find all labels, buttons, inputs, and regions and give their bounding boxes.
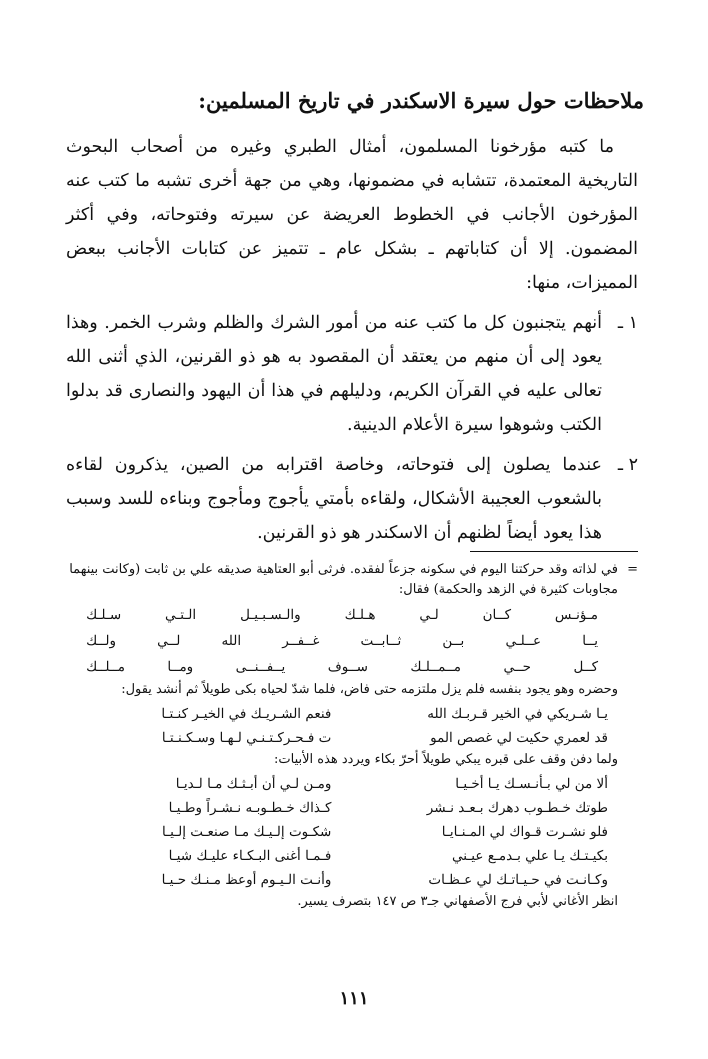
poem-couplet <box>76 702 608 726</box>
poem-word: مــمــلـك <box>410 659 462 675</box>
poem-word: لــي <box>157 633 181 649</box>
poem-word: ثــابــت <box>360 633 402 649</box>
poem-block <box>86 602 598 680</box>
poem-hemistich: ومـن لـي أن أبـثـك مـا لـديـا <box>175 776 332 792</box>
footnote-paragraph: ولما دفن وقف على قبره يبكي طويلاً أحرّ بكاء ويردد هذه الأبيات: <box>273 752 618 767</box>
poem-couplet <box>76 772 608 796</box>
main-text <box>66 130 638 550</box>
poem-word: بــن <box>442 633 465 649</box>
poem-couplet <box>76 844 608 868</box>
poem-word: هـلـك <box>344 607 376 623</box>
footnote-separator <box>470 551 638 552</box>
poem-word: مــلــك <box>86 659 125 675</box>
poem-couplet <box>76 820 608 844</box>
poem-hemistich: فـمـا أغنى البـكـاء عليـك شيـا <box>168 848 332 864</box>
poem-word: غــفــر <box>282 633 320 649</box>
footnotes <box>66 560 638 912</box>
poem-hemistich: فلو نشـرت قـواك لي المـنـايـا <box>441 824 608 840</box>
footnote-paragraph: وحضره وهو يجود بنفسه فلم يزل ملتزمه حتى فاض، فلما شدّ لحياه بكى طويلاً ثم أنشد يقول: <box>121 682 618 697</box>
poem-hemistich: شكـوت إلـيـك مـا صنعـت إلـيـا <box>162 824 332 840</box>
list-item-text: عندما يصلون إلى فتوحاته، وخاصة اقترابه من الصين، يذكرون لقاءه بالشعوب العجيبة الأشكال، ولقاءه بأمتي يأجوج ومأجوج وبناءه للسد وسبب هذا يعود أيضاً لظنهم أن الاسكندر هو ذو القرنين. <box>66 455 602 543</box>
poem-hemistich: طوتك خـطـوب دهرك بـعـد نـشر <box>426 800 608 816</box>
poem-word: الله <box>221 633 242 649</box>
poem-hemistich: بكيـتـك يـا علي بـدمـع عيـني <box>452 848 608 864</box>
poem-word: ولــك <box>86 633 116 649</box>
poem-word: حــي <box>503 659 531 675</box>
poem-hemistich: وأنـت الـيـوم أوعظ مـنـك حـيـا <box>161 872 332 888</box>
intro-paragraph: ما كتبه مؤرخونا المسلمون، أمثال الطبري وغيره من أصحاب البحوث التاريخية المعتمدة، تتشابه في مضمونها، وهي من جهة أخرى تشبه ما كتب عنه المؤرخون الأجانب في الخطوط العريضة عن سيرته وفتوحاته، وفي أكثر المضمون. إلا أن كتاباتهم ـ بشكل عام ـ تتميز عن كتابات الأجانب ببعض المميزات، منها: <box>66 137 638 293</box>
page-number: ١١١ <box>339 988 369 1009</box>
poem-hemistich: كـذاك خـطـوبـه نـشـراً وطـيـا <box>168 800 332 816</box>
poem-block <box>76 702 608 750</box>
poem-word: سـلـك <box>86 607 122 623</box>
poem-word: والـسـبـيـل <box>240 607 301 623</box>
poem-word: كــل <box>573 659 598 675</box>
footnote-paragraph: في لذاته وقد حركتنا اليوم في سكونه جزعاً لفقده. فرثى أبو العتاهية صديقه علي بن ثابت (وكانت بينهما مجاوبات كثيرة في الزهد والحكمة) فقال: <box>69 562 618 597</box>
footnote-reference: انظر الأغاني لأبي فرج الأصفهاني جـ٣ ص ١٤٧ بتصرف يسير. <box>297 894 618 909</box>
list-item-number: ٢ ـ <box>617 455 638 475</box>
footnote-continuation-mark: = <box>627 562 638 577</box>
poem-line <box>86 628 598 654</box>
poem-word: يــفــنــى <box>235 659 286 675</box>
list-item-text: أنهم يتجنبون كل ما كتب عنه من أمور الشرك والظلم وشرب الخمر. وهذا يعود إلى أن منهم من يعتقد أن المقصود به هو ذو القرنين، الذي أثنى الله تعالى عليه في القرآن الكريم، ودليلهم في هذا أن اليهود والنصارى قد بدلوا الكتب وشوهوا سيرة الأعلام الدينية. <box>66 313 602 435</box>
list-item-number: ١ ـ <box>617 313 638 333</box>
poem-word: يــا <box>582 633 598 649</box>
poem-block <box>76 772 608 892</box>
poem-word: لـي <box>419 607 439 623</box>
poem-couplet <box>76 726 608 750</box>
poem-word: ســوف <box>327 659 368 675</box>
poem-line <box>86 654 598 680</box>
poem-hemistich: قد لعمري حكيت لي غصص المو <box>430 730 608 746</box>
poem-word: مـؤنـس <box>554 607 598 623</box>
poem-word: كــان <box>482 607 511 623</box>
poem-line <box>86 602 598 628</box>
footnote <box>66 560 638 912</box>
poem-word: ومــا <box>167 659 194 675</box>
poem-hemistich: فنعم الشـريـك في الخيـر كنـتـا <box>161 706 332 722</box>
poem-couplet <box>76 796 608 820</box>
footnote-body <box>66 560 618 912</box>
poem-hemistich: يـا شـريكي في الخير قـربـك الله <box>427 706 608 722</box>
poem-word: عــلـي <box>505 633 542 649</box>
poem-hemistich: ألا من لي بـأنـسـك يـا أخـيـا <box>455 776 608 792</box>
list-item <box>66 448 638 550</box>
list-item <box>66 306 638 442</box>
poem-couplet <box>76 868 608 892</box>
poem-word: الـتـي <box>165 607 197 623</box>
section-heading: ملاحظات حول سيرة الاسكندر في تاريخ المسلمين: <box>198 88 644 113</box>
poem-hemistich: ت فـحـركـتـنـي لـهـا وسـكـنـتـا <box>161 730 332 746</box>
poem-hemistich: وكـانـت في حـيـاتـك لي عـظـات <box>428 872 608 888</box>
